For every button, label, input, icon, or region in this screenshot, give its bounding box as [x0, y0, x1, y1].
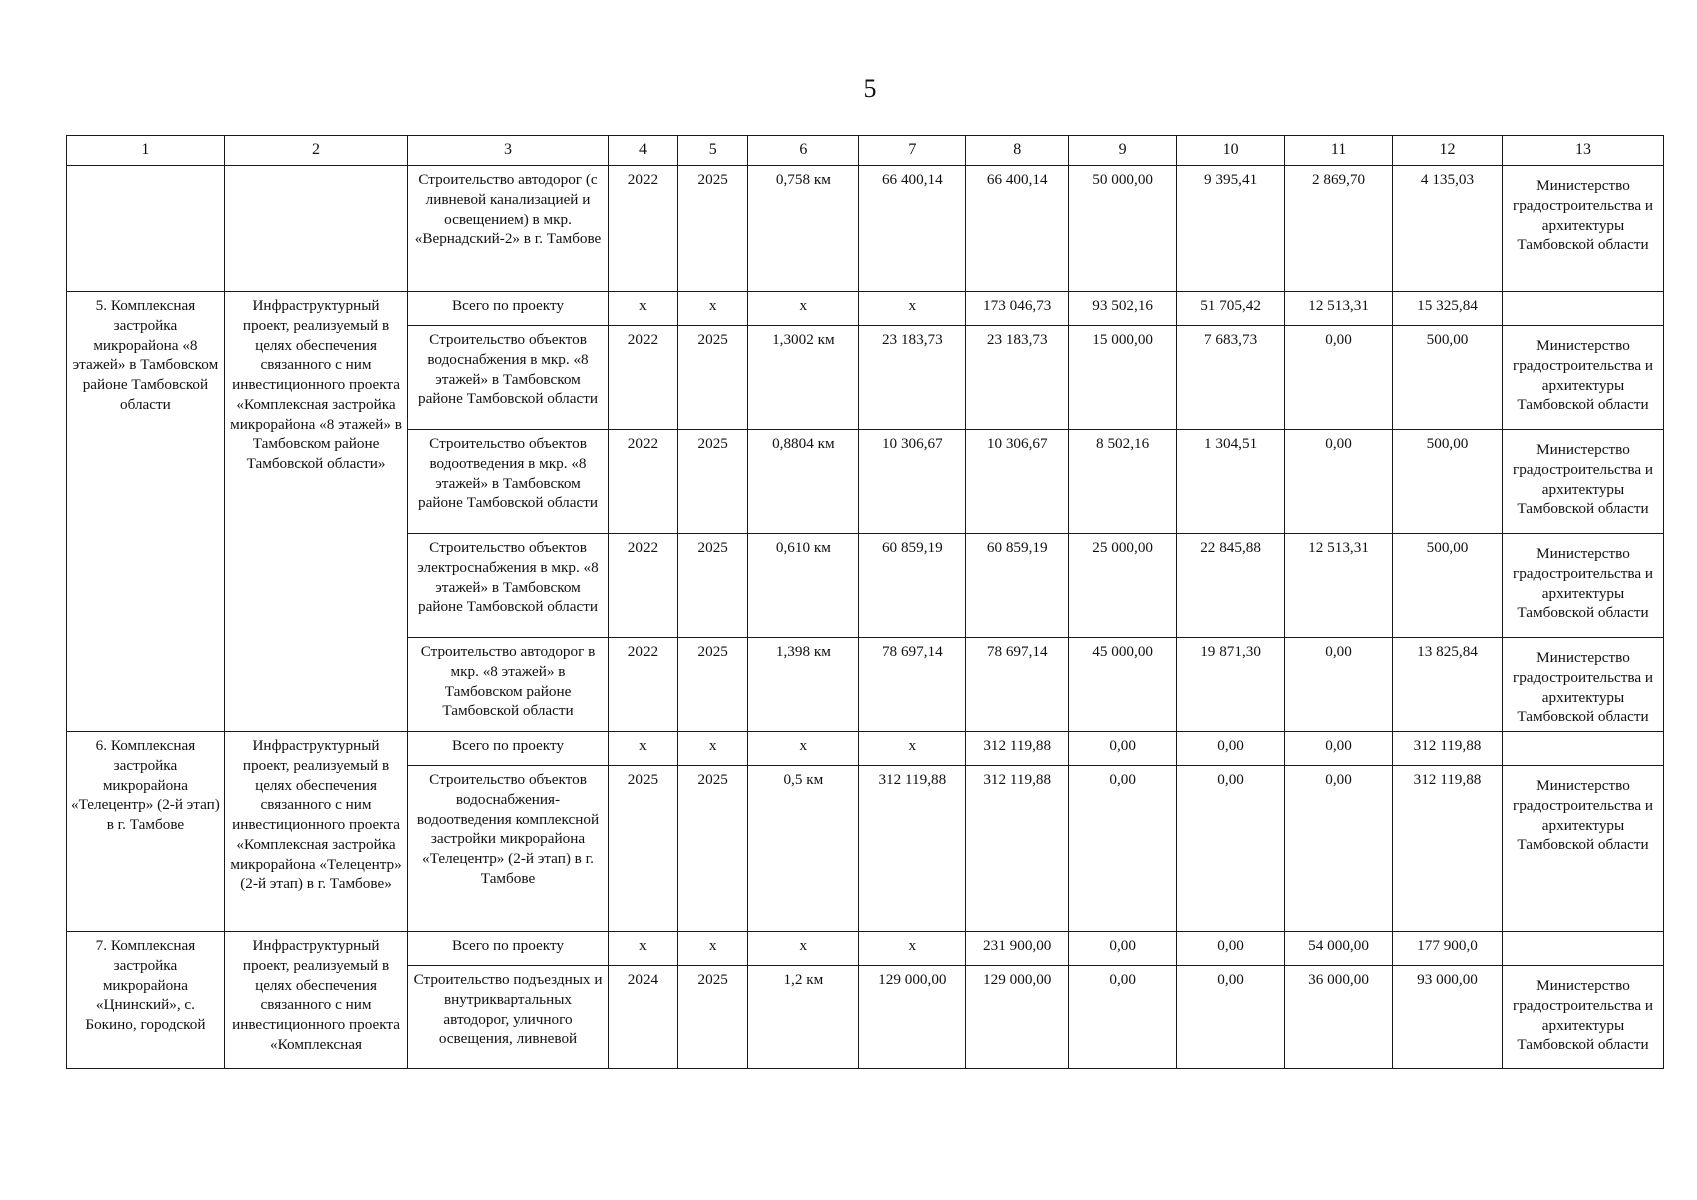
column-number: 9 [1069, 136, 1177, 166]
project-type-cell [224, 166, 407, 292]
value-cell: 0,00 [1069, 732, 1177, 766]
value-cell: 93 000,00 [1393, 966, 1503, 1069]
executor-cell [1503, 732, 1664, 766]
column-number: 2 [224, 136, 407, 166]
executor-cell: Министерство градостроительства и архитектуры Тамбовской области [1503, 326, 1664, 430]
object-name-cell: Всего по проекту [408, 292, 609, 326]
project-name-cell: 5. Комплексная застройка микрорайона «8 этажей» в Тамбовском районе Тамбовской области [67, 292, 225, 732]
object-name-cell: Всего по проекту [408, 732, 609, 766]
table-row [67, 932, 1664, 966]
end-year-cell: 2025 [678, 966, 748, 1069]
value-cell: 10 306,67 [859, 430, 966, 534]
executor-cell: Министерство градостроительства и архитектуры Тамбовской области [1503, 766, 1664, 932]
column-number: 4 [608, 136, 677, 166]
table-row [67, 732, 1664, 766]
value-cell: 129 000,00 [859, 966, 966, 1069]
start-year-cell: х [608, 292, 677, 326]
executor-cell [1503, 932, 1664, 966]
value-cell: 15 000,00 [1069, 326, 1177, 430]
executor-cell: Министерство градостроительства и архитектуры Тамбовской области [1503, 166, 1664, 292]
value-cell: 0,00 [1069, 766, 1177, 932]
value-cell: 312 119,88 [1393, 766, 1503, 932]
capacity-cell: 0,5 км [748, 766, 859, 932]
value-cell: 23 183,73 [966, 326, 1069, 430]
value-cell: 2 869,70 [1285, 166, 1393, 292]
value-cell: 0,00 [1285, 638, 1393, 732]
value-cell: 78 697,14 [859, 638, 966, 732]
column-number: 11 [1285, 136, 1393, 166]
value-cell: 60 859,19 [966, 534, 1069, 638]
value-cell: 0,00 [1177, 732, 1285, 766]
start-year-cell: 2022 [608, 534, 677, 638]
object-name-cell: Строительство объектов электроснабжения в мкр. «8 этажей» в Тамбовском районе Тамбовской области [408, 534, 609, 638]
start-year-cell: 2022 [608, 166, 677, 292]
value-cell: 0,00 [1285, 766, 1393, 932]
column-number: 3 [408, 136, 609, 166]
value-cell: 312 119,88 [966, 766, 1069, 932]
column-number: 10 [1177, 136, 1285, 166]
end-year-cell: 2025 [678, 638, 748, 732]
value-cell: 23 183,73 [859, 326, 966, 430]
value-cell: х [859, 932, 966, 966]
object-name-cell: Строительство автодорог (с ливневой канализацией и освещением) в мкр. «Вернадский-2» в г. Тамбове [408, 166, 609, 292]
object-name-cell: Строительство объектов водоснабжения в мкр. «8 этажей» в Тамбовском районе Тамбовской области [408, 326, 609, 430]
end-year-cell: х [678, 732, 748, 766]
start-year-cell: х [608, 732, 677, 766]
column-number: 5 [678, 136, 748, 166]
value-cell: 15 325,84 [1393, 292, 1503, 326]
end-year-cell: х [678, 932, 748, 966]
value-cell: 4 135,03 [1393, 166, 1503, 292]
value-cell: 25 000,00 [1069, 534, 1177, 638]
value-cell: 0,00 [1177, 932, 1285, 966]
value-cell: 312 119,88 [1393, 732, 1503, 766]
executor-cell [1503, 292, 1664, 326]
column-number: 8 [966, 136, 1069, 166]
object-name-cell: Строительство объектов водоотведения в мкр. «8 этажей» в Тамбовском районе Тамбовской области [408, 430, 609, 534]
project-name-cell [67, 166, 225, 292]
capacity-cell: х [748, 292, 859, 326]
column-number: 7 [859, 136, 966, 166]
capacity-cell: 1,2 км [748, 966, 859, 1069]
end-year-cell: 2025 [678, 326, 748, 430]
value-cell: 129 000,00 [966, 966, 1069, 1069]
value-cell: 0,00 [1285, 732, 1393, 766]
value-cell: 0,00 [1069, 966, 1177, 1069]
start-year-cell: 2025 [608, 766, 677, 932]
value-cell: 12 513,31 [1285, 534, 1393, 638]
value-cell: 66 400,14 [859, 166, 966, 292]
table-row [67, 292, 1664, 326]
value-cell: 51 705,42 [1177, 292, 1285, 326]
value-cell: 50 000,00 [1069, 166, 1177, 292]
value-cell: 7 683,73 [1177, 326, 1285, 430]
value-cell: 500,00 [1393, 430, 1503, 534]
capacity-cell: 0,610 км [748, 534, 859, 638]
column-number: 6 [748, 136, 859, 166]
value-cell: 0,00 [1069, 932, 1177, 966]
project-type-cell: Инфраструктурный проект, реализуемый в целях обеспечения связанного с ним инвестиционного проекта «Комплексная [224, 932, 407, 1069]
value-cell: 10 306,67 [966, 430, 1069, 534]
end-year-cell: 2025 [678, 534, 748, 638]
capacity-cell: 1,398 км [748, 638, 859, 732]
capacity-cell: 1,3002 км [748, 326, 859, 430]
value-cell: 36 000,00 [1285, 966, 1393, 1069]
column-number: 12 [1393, 136, 1503, 166]
start-year-cell: 2024 [608, 966, 677, 1069]
value-cell: 0,00 [1177, 966, 1285, 1069]
project-name-cell: 7. Комплексная застройка микрорайона «Цнинский», с. Бокино, городской [67, 932, 225, 1069]
value-cell: 312 119,88 [966, 732, 1069, 766]
value-cell: 0,00 [1285, 430, 1393, 534]
value-cell: 19 871,30 [1177, 638, 1285, 732]
value-cell: 54 000,00 [1285, 932, 1393, 966]
table-row [67, 166, 1664, 292]
project-type-cell: Инфраструктурный проект, реализуемый в целях обеспечения связанного с ним инвестиционного проекта «Комплексная застройка микрорайона «Телецентр» (2-й этап) в г. Тамбове» [224, 732, 407, 932]
project-type-cell: Инфраструктурный проект, реализуемый в целях обеспечения связанного с ним инвестиционного проекта «Комплексная застройка микрорайона «8 этажей» в Тамбовском районе Тамбовской области» [224, 292, 407, 732]
capacity-cell: х [748, 732, 859, 766]
column-number: 13 [1503, 136, 1664, 166]
start-year-cell: х [608, 932, 677, 966]
column-number-row [67, 136, 1664, 166]
capacity-cell: 0,758 км [748, 166, 859, 292]
executor-cell: Министерство градостроительства и архитектуры Тамбовской области [1503, 430, 1664, 534]
executor-cell: Министерство градостроительства и архитектуры Тамбовской области [1503, 966, 1664, 1069]
value-cell: 177 900,0 [1393, 932, 1503, 966]
value-cell: 0,00 [1177, 766, 1285, 932]
executor-cell: Министерство градостроительства и архитектуры Тамбовской области [1503, 638, 1664, 732]
value-cell: 13 825,84 [1393, 638, 1503, 732]
value-cell: 173 046,73 [966, 292, 1069, 326]
page-number: 5 [863, 74, 877, 103]
value-cell: 66 400,14 [966, 166, 1069, 292]
end-year-cell: 2025 [678, 166, 748, 292]
end-year-cell: х [678, 292, 748, 326]
value-cell: 93 502,16 [1069, 292, 1177, 326]
column-number: 1 [67, 136, 225, 166]
value-cell: 0,00 [1285, 326, 1393, 430]
end-year-cell: 2025 [678, 430, 748, 534]
value-cell: 1 304,51 [1177, 430, 1285, 534]
value-cell: 231 900,00 [966, 932, 1069, 966]
value-cell: 312 119,88 [859, 766, 966, 932]
value-cell: 9 395,41 [1177, 166, 1285, 292]
capacity-cell: х [748, 932, 859, 966]
value-cell: 45 000,00 [1069, 638, 1177, 732]
value-cell: х [859, 732, 966, 766]
object-name-cell: Всего по проекту [408, 932, 609, 966]
project-name-cell: 6. Комплексная застройка микрорайона «Телецентр» (2-й этап) в г. Тамбове [67, 732, 225, 932]
object-name-cell: Строительство объектов водоснабжения-водоотведения комплексной застройки микрорайона «Телецентр» (2-й этап) в г. Тамбове [408, 766, 609, 932]
value-cell: 60 859,19 [859, 534, 966, 638]
end-year-cell: 2025 [678, 766, 748, 932]
value-cell: 12 513,31 [1285, 292, 1393, 326]
value-cell: 22 845,88 [1177, 534, 1285, 638]
object-name-cell: Строительство автодорог в мкр. «8 этажей» в Тамбовском районе Тамбовской области [408, 638, 609, 732]
object-name-cell: Строительство подъездных и внутриквартальных автодорог, уличного освещения, ливневой [408, 966, 609, 1069]
value-cell: 500,00 [1393, 326, 1503, 430]
investment-projects-table [66, 135, 1664, 1069]
start-year-cell: 2022 [608, 638, 677, 732]
value-cell: 8 502,16 [1069, 430, 1177, 534]
value-cell: 78 697,14 [966, 638, 1069, 732]
value-cell: х [859, 292, 966, 326]
executor-cell: Министерство градостроительства и архитектуры Тамбовской области [1503, 534, 1664, 638]
start-year-cell: 2022 [608, 326, 677, 430]
start-year-cell: 2022 [608, 430, 677, 534]
capacity-cell: 0,8804 км [748, 430, 859, 534]
value-cell: 500,00 [1393, 534, 1503, 638]
